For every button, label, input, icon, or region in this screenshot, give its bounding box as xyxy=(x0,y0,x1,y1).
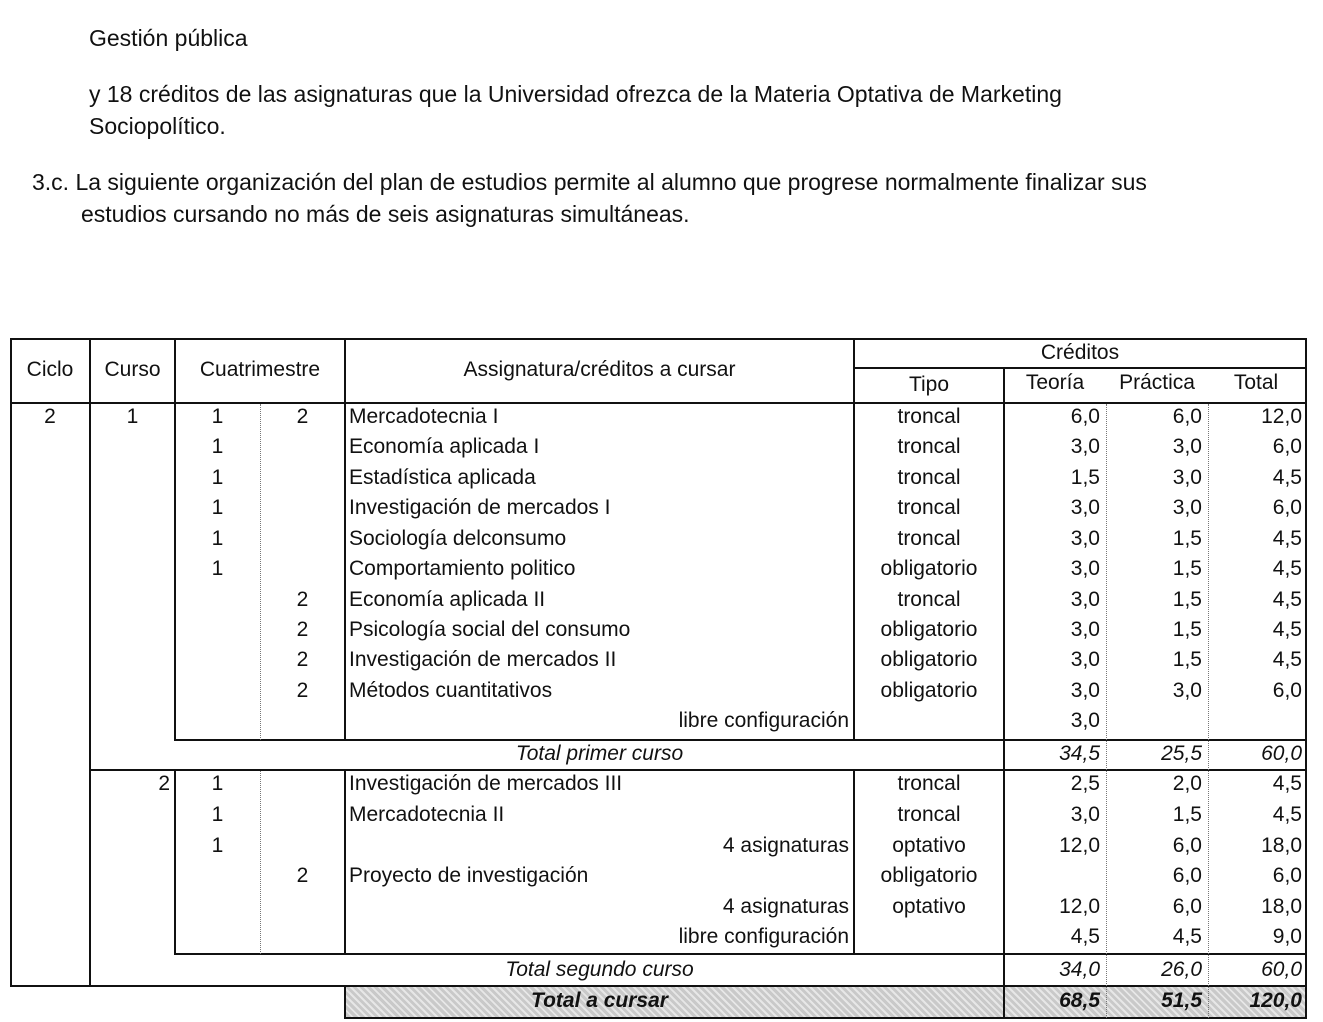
tipo-cell: troncal xyxy=(897,405,961,428)
asignatura-cell: Proyecto de investigación xyxy=(349,864,589,887)
practica-cell: 1,5 xyxy=(1172,618,1202,641)
teoria-cell: 4,5 xyxy=(1070,925,1100,948)
cuatrimestre-2-cell: 2 xyxy=(296,679,309,702)
creditos-header-divider xyxy=(854,367,1306,369)
header-bottom-border xyxy=(10,402,1306,404)
total-segundo-total: 60,0 xyxy=(1261,958,1302,981)
header-ciclo: Ciclo xyxy=(26,358,74,381)
asignatura-cell: Comportamiento politico xyxy=(349,557,576,580)
practica-cell: 3,0 xyxy=(1172,435,1202,458)
total-a-cursar-practica: 51,5 xyxy=(1161,989,1202,1012)
table-left-border xyxy=(10,338,12,987)
practica-cell: 4,5 xyxy=(1172,925,1202,948)
teoria-cell: 3,0 xyxy=(1070,679,1100,702)
asignatura-cell: Investigación de mercados I xyxy=(349,496,611,519)
header-tipo: Tipo xyxy=(908,373,950,396)
cuatrimestre-1-cell: 1 xyxy=(211,527,224,550)
total-primer-practica: 25,5 xyxy=(1161,742,1202,765)
cuatrimestre-2-cell: 2 xyxy=(296,588,309,611)
cuatrimestre-1-cell: 1 xyxy=(211,435,224,458)
total-cell: 4,5 xyxy=(1272,648,1302,671)
practica-cell: 3,0 xyxy=(1172,466,1202,489)
practica-cell: 6,0 xyxy=(1172,405,1202,428)
teoria-cell: 3,0 xyxy=(1070,527,1100,550)
practica-cell: 3,0 xyxy=(1172,679,1202,702)
tipo-cell: optativo xyxy=(892,895,966,918)
asignatura-summary-cell: libre configuración xyxy=(678,709,849,732)
practica-cell: 3,0 xyxy=(1172,496,1202,519)
tipo-cell: obligatorio xyxy=(880,618,978,641)
practica-cell: 2,0 xyxy=(1172,772,1202,795)
asignatura-cell: Métodos cuantitativos xyxy=(349,679,553,702)
teoria-cell: 12,0 xyxy=(1059,895,1100,918)
tipo-cell: troncal xyxy=(897,435,961,458)
cuatrimestre-subdivider-year2 xyxy=(260,771,261,954)
total-cell: 9,0 xyxy=(1272,925,1302,948)
practica-cell: 1,5 xyxy=(1172,557,1202,580)
tipo-cell: troncal xyxy=(897,496,961,519)
total-segundo-teoria: 34,0 xyxy=(1059,958,1100,981)
teoria-cell: 3,0 xyxy=(1070,803,1100,826)
total-cell: 4,5 xyxy=(1272,557,1302,580)
total-a-cursar-total: 120,0 xyxy=(1249,989,1302,1012)
cuatrimestre-1-cell: 1 xyxy=(211,405,224,428)
intro-line-3: Sociopolítico. xyxy=(89,113,226,139)
asignatura-cell: Economía aplicada I xyxy=(349,435,540,458)
practica-cell: 1,5 xyxy=(1172,588,1202,611)
teoria-cell: 3,0 xyxy=(1070,618,1100,641)
cuatrimestre-2-cell: 2 xyxy=(296,405,309,428)
practica-cell: 6,0 xyxy=(1172,895,1202,918)
teoria-cell: 3,0 xyxy=(1070,709,1100,732)
header-total: Total xyxy=(1233,371,1279,394)
total-cell: 18,0 xyxy=(1261,895,1302,918)
total-cell: 6,0 xyxy=(1272,435,1302,458)
table-top-border xyxy=(10,338,1306,340)
total-cell: 4,5 xyxy=(1272,618,1302,641)
practica-cell: 6,0 xyxy=(1172,864,1202,887)
total-segundo-curso-label: Total segundo curso xyxy=(505,958,694,981)
total-cell: 6,0 xyxy=(1272,864,1302,887)
asignatura-divider-year2 xyxy=(853,769,855,955)
cuatrimestre-1-cell: 1 xyxy=(211,557,224,580)
cuatrimestre-1-cell: 1 xyxy=(211,834,224,857)
tipo-cell: troncal xyxy=(897,772,961,795)
cuatrimestre-1-cell: 1 xyxy=(211,803,224,826)
tipo-cell: troncal xyxy=(897,803,961,826)
total-primer-curso-label: Total primer curso xyxy=(515,742,684,765)
total-cell: 6,0 xyxy=(1272,496,1302,519)
ciclo-value: 2 xyxy=(44,405,56,428)
teoria-cell: 3,0 xyxy=(1070,557,1100,580)
total-a-cursar-label: Total a cursar xyxy=(531,989,668,1012)
total-cell: 12,0 xyxy=(1261,405,1302,428)
total-primer-total: 60,0 xyxy=(1261,742,1302,765)
total-cell: 4,5 xyxy=(1272,803,1302,826)
tipo-cell: obligatorio xyxy=(880,864,978,887)
header-teoria: Teoría xyxy=(1025,371,1085,394)
curso-divider-year2 xyxy=(174,769,176,955)
teoria-cell: 1,5 xyxy=(1070,466,1100,489)
tipo-cell: obligatorio xyxy=(880,648,978,671)
total-cell: 4,5 xyxy=(1272,588,1302,611)
grand-total-bottom-border xyxy=(345,1017,1306,1019)
header-asignatura: Assignatura/créditos a cursar xyxy=(463,358,736,381)
tipo-cell: obligatorio xyxy=(880,557,978,580)
asignatura-cell: Economía aplicada II xyxy=(349,588,546,611)
asignatura-summary-cell: 4 asignaturas xyxy=(722,895,849,918)
cuatrimestre-1-cell: 1 xyxy=(211,772,224,795)
cuatrimestre-2-cell: 2 xyxy=(296,864,309,887)
total-primer-teoria: 34,5 xyxy=(1059,742,1100,765)
teoria-cell: 6,0 xyxy=(1070,405,1100,428)
tipo-cell: troncal xyxy=(897,588,961,611)
teoria-cell: 3,0 xyxy=(1070,588,1100,611)
asignatura-cell: Mercadotecnia I xyxy=(349,405,499,428)
total-a-cursar-teoria: 68,5 xyxy=(1059,989,1100,1012)
intro-line-4: 3.c. La siguiente organización del plan de estudios permite al alumno que progrese normalmente finalizar sus xyxy=(32,169,1147,195)
practica-cell: 6,0 xyxy=(1172,834,1202,857)
teoria-cell: 3,0 xyxy=(1070,496,1100,519)
cuatrimestre-2-cell: 2 xyxy=(296,648,309,671)
cuatrimestre-1-cell: 1 xyxy=(211,496,224,519)
asignatura-cell: Investigación de mercados III xyxy=(349,772,623,795)
curso-2-value: 2 xyxy=(158,772,170,795)
asignatura-summary-cell: libre configuración xyxy=(678,925,849,948)
cuatrimestre-2-cell: 2 xyxy=(296,618,309,641)
asignatura-cell: Psicología social del consumo xyxy=(349,618,631,641)
total-cell: 4,5 xyxy=(1272,527,1302,550)
header-cuatrimestre: Cuatrimestre xyxy=(199,358,321,381)
tipo-cell: troncal xyxy=(897,527,961,550)
total-cell: 6,0 xyxy=(1272,679,1302,702)
cuatrimestre-1-cell: 1 xyxy=(211,466,224,489)
intro-line-2: y 18 créditos de las asignaturas que la Universidad ofrezca de la Materia Optativa de Marketing xyxy=(89,81,1062,107)
asignatura-summary-cell: 4 asignaturas xyxy=(722,834,849,857)
tipo-cell: optativo xyxy=(892,834,966,857)
header-curso: Curso xyxy=(104,358,161,381)
asignatura-cell: Estadística aplicada xyxy=(349,466,536,489)
asignatura-cell: Investigación de mercados II xyxy=(349,648,617,671)
tipo-cell: troncal xyxy=(897,466,961,489)
total-cell: 4,5 xyxy=(1272,466,1302,489)
practica-cell: 1,5 xyxy=(1172,803,1202,826)
total2-bottom-border xyxy=(10,985,1306,987)
asignatura-cell: Sociología delconsumo xyxy=(349,527,567,550)
teoria-cell: 2,5 xyxy=(1070,772,1100,795)
teoria-cell: 3,0 xyxy=(1070,648,1100,671)
practica-cell: 1,5 xyxy=(1172,527,1202,550)
total-segundo-practica: 26,0 xyxy=(1161,958,1202,981)
practica-cell: 1,5 xyxy=(1172,648,1202,671)
ciclo-curso-divider xyxy=(89,338,91,987)
curso-1-value: 1 xyxy=(126,405,139,428)
intro-line-5: estudios cursando no más de seis asignaturas simultáneas. xyxy=(81,201,690,227)
tipo-cell: obligatorio xyxy=(880,679,978,702)
total-cell: 18,0 xyxy=(1261,834,1302,857)
total1-bottom-border xyxy=(90,769,1306,771)
header-creditos: Créditos xyxy=(1040,341,1120,364)
asignatura-cell: Mercadotecnia II xyxy=(349,803,505,826)
table-right-border xyxy=(1305,338,1307,1019)
teoria-cell: 12,0 xyxy=(1059,834,1100,857)
total-cell: 4,5 xyxy=(1272,772,1302,795)
header-practica: Práctica xyxy=(1119,371,1195,394)
teoria-cell: 3,0 xyxy=(1070,435,1100,458)
intro-line-1: Gestión pública xyxy=(89,25,248,51)
cuatrimestre-divider-year2 xyxy=(344,769,346,955)
